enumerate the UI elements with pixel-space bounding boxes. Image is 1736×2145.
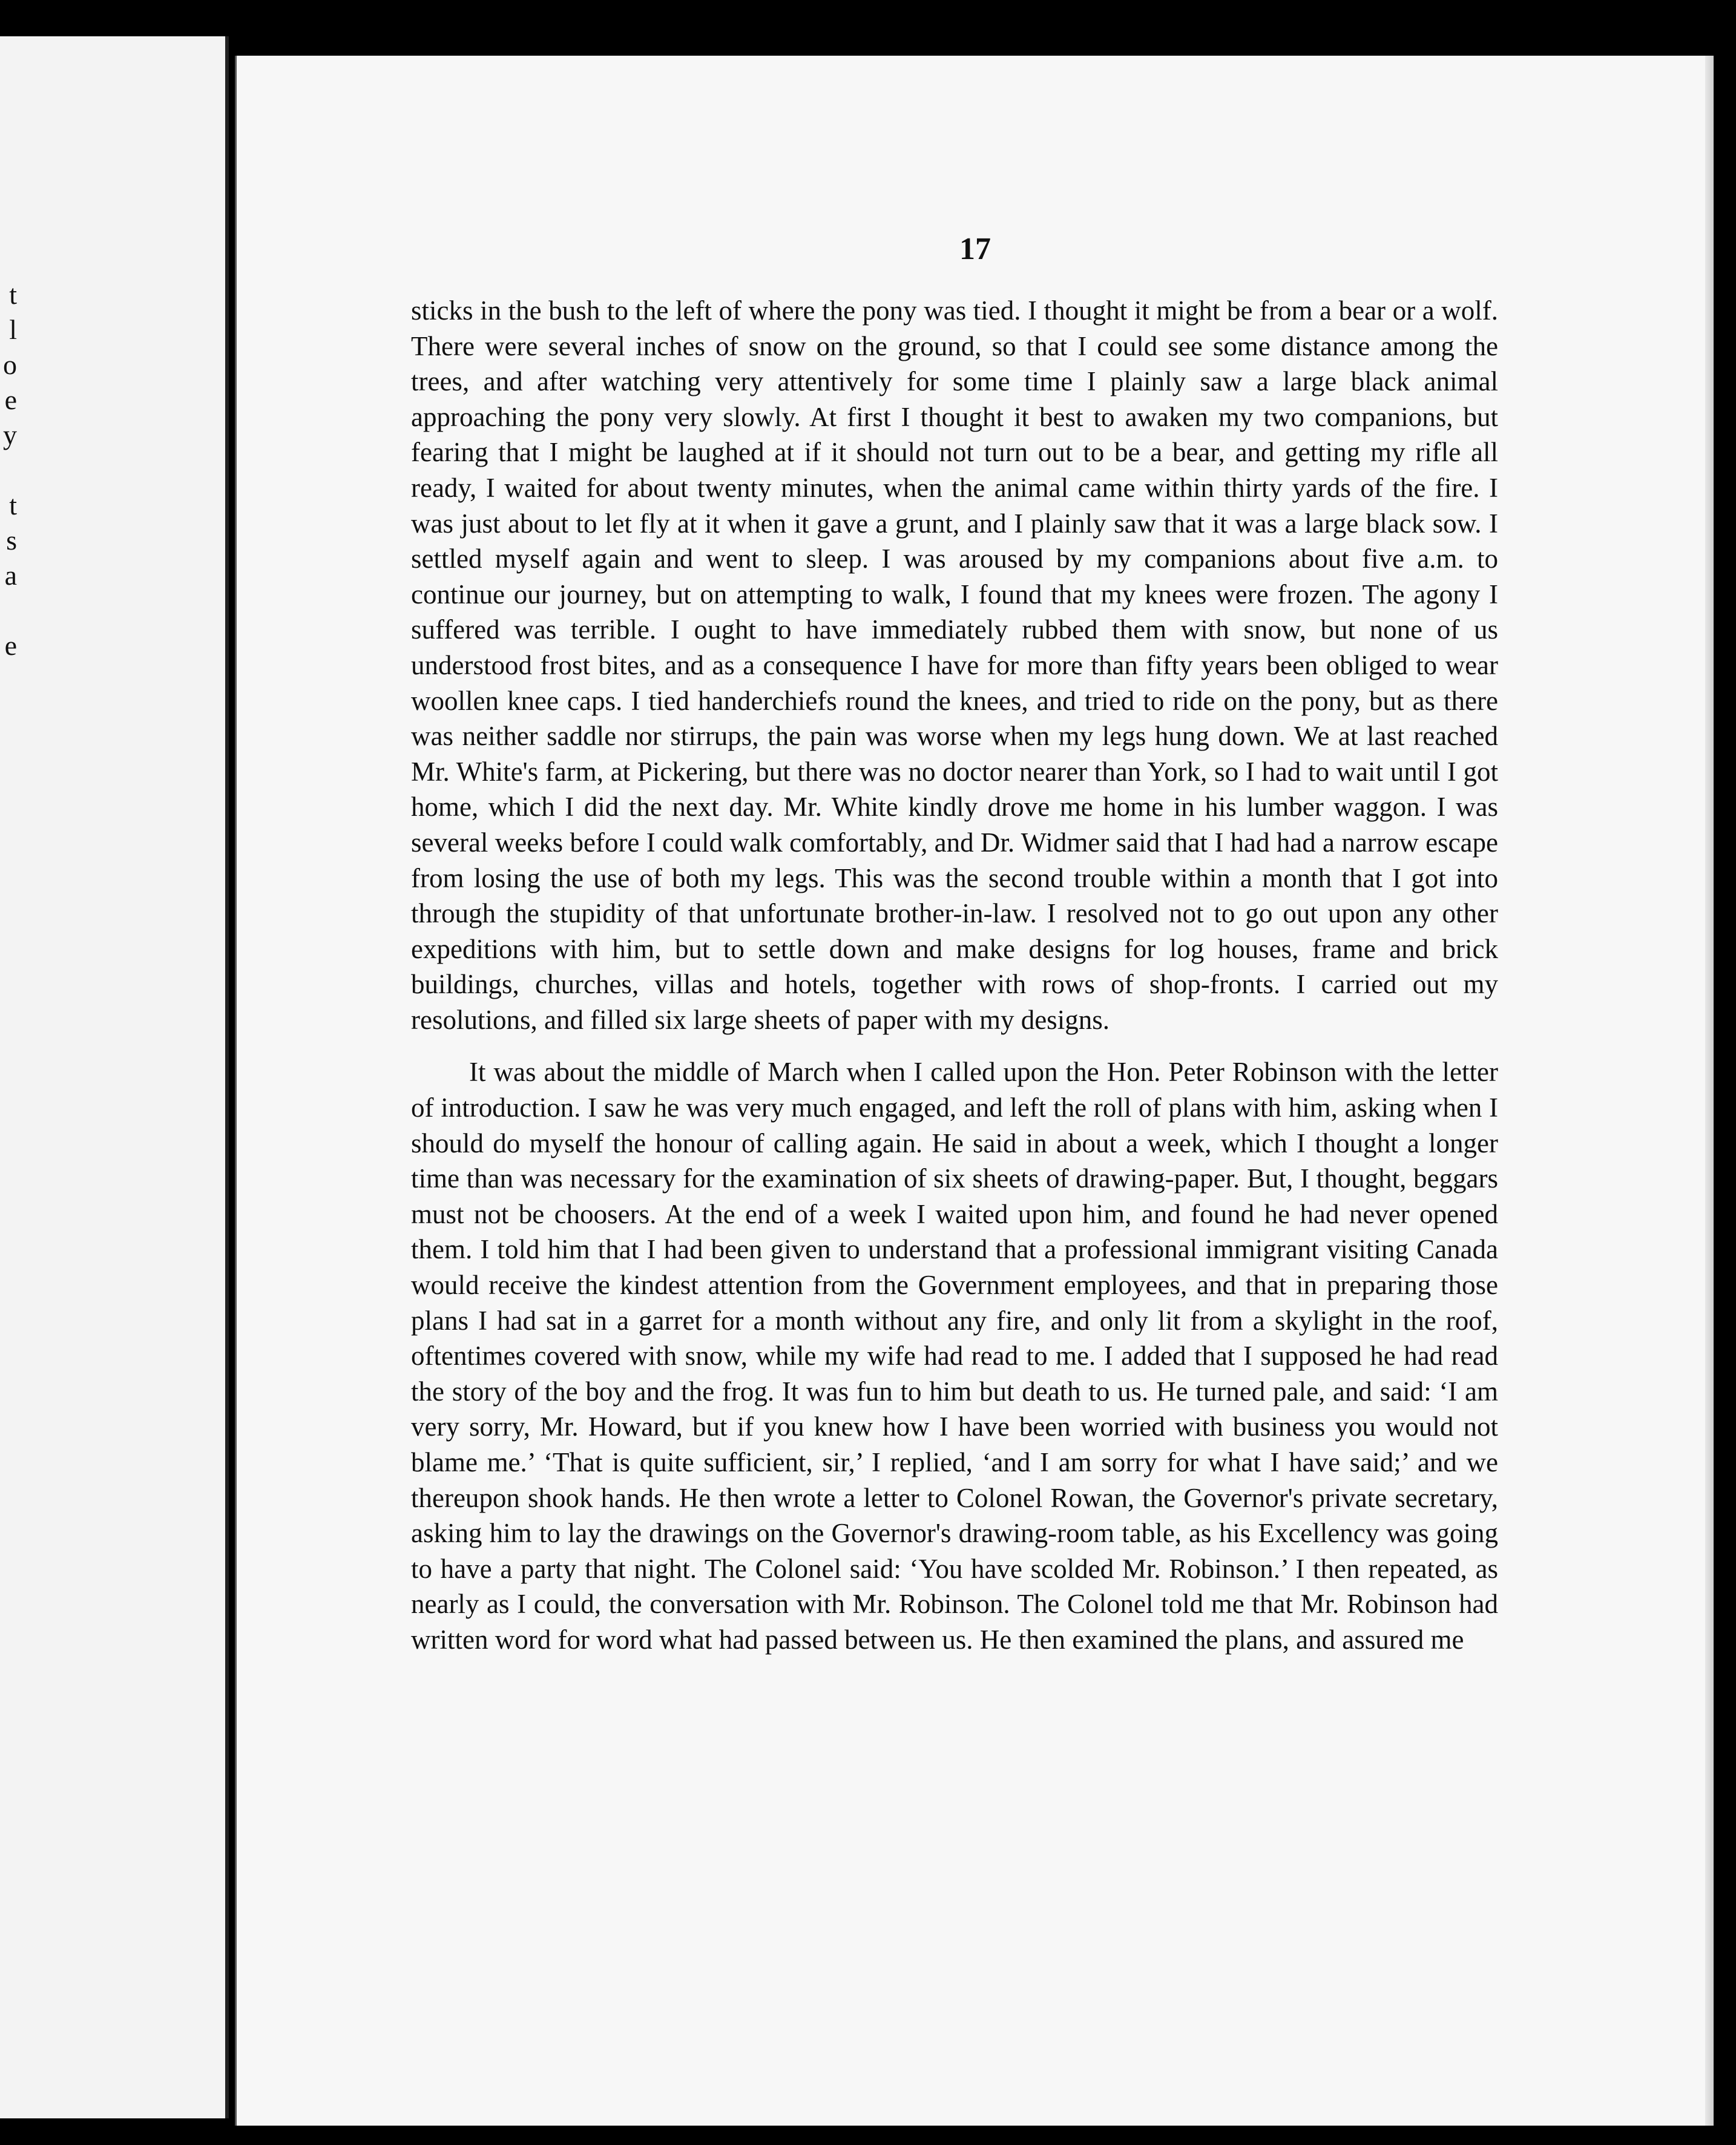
book-page: [235, 56, 1714, 2126]
left-page-fragment: t: [9, 279, 17, 310]
paragraph: It was about the middle of March when I called upon the Hon. Peter Robinson with the letter of introduction. I saw he was very much engaged, and left the roll of plans with him, asking when I should do myself the honour of calling again. He said in about a week, which I thought a longer time than was necessary for the examination of six sheets of drawing-paper. But, I thought, beggars must not be choosers. At the end of a week I waited upon him, and found he had never opened them. I told him that I had been given to understand that a professional immigrant visiting Canada would receive the kindest attention from the Government employees, and that in preparing those plans I had sat in a garret for a month without any fire, and only lit from a skylight in the roof, oftentimes covered with snow, while my wife had read to me. I added that I supposed he had read the story of the boy and the frog. It was fun to him but death to us. He turned pale, and said: ‘I am very sorry, Mr. Howard, but if you knew how I have been worried with business you would not blame me.’ ‘That is quite sufficient, sir,’ I replied, ‘and I am sorry for what I have said;’ and we thereupon shook hands. He then wrote a letter to Colonel Rowan, the Governor's private secretary, asking him to lay the drawings on the Governor's drawing-room table, as his Excellency was going to have a party that night. The Colonel said: ‘You have scolded Mr. Robinson.’ I then repeated, as nearly as I could, the conversation with Mr. Robinson. The Colonel told me that Mr. Robinson had written word for word what had passed between us. He then examined the plans, and assured me: [411, 1057, 1498, 1655]
left-page-fragment: y: [3, 419, 17, 450]
paragraph: sticks in the bush to the left of where the pony was tied. I thought it might be from a bear or a wolf. There were several inches of snow on the ground, so that I could see some distance among the trees, and after watching very attentively for some time I plainly saw a large black animal approaching the pony very slowly. At first I thought it best to awaken my two companions, but fearing that I might be laughed at if it should not turn out to be a bear, and getting my rifle all ready, I waited for about twenty minutes, when the animal came within thirty yards of the fire. I was just about to let fly at it when it gave a grunt, and I plainly saw that it was a large black sow. I settled myself again and went to sleep. I was aroused by my companions about five a.m. to continue our journey, but on attempting to walk, I found that my knees were frozen. The agony I suffered was terrible. I ought to have immediately rubbed them with snow, but none of us understood frost bites, and as a consequence I have for more than fifty years been obliged to wear woollen knee caps. I tied handerchiefs round the knees, and tried to ride on the pony, but as there was neither saddle nor stirrups, the pain was worse when my legs hung down. We at last reached Mr. White's farm, at Pickering, but there was no doctor nearer than York, so I had to wait until I got home, which I did the next day. Mr. White kindly drove me home in his lumber waggon. I was several weeks before I could walk comfortably, and Dr. Widmer said that I had had a narrow escape from losing the use of both my legs. This was the second trouble within a month that I got into through the stupidity of that unfortunate brother-in-law. I resolved not to go out upon any other expeditions with him, but to settle down and make designs for log houses, frame and brick buildings, churches, villas and hotels, together with rows of shop-fronts. I carried out my resolutions, and filled six large sheets of paper with my designs.: [411, 295, 1498, 1035]
left-page-fragment: e: [4, 630, 17, 661]
left-page-fragment: s: [6, 525, 17, 556]
left-page-edge: [0, 36, 229, 2118]
left-page-fragment: l: [9, 314, 17, 345]
left-page-fragment: a: [4, 560, 17, 591]
left-page-fragment: o: [3, 349, 17, 380]
left-page-fragment: t: [9, 490, 17, 521]
page-body: [411, 293, 1498, 1658]
left-page-fragment: e: [4, 384, 17, 415]
page-number: 17: [959, 232, 991, 266]
